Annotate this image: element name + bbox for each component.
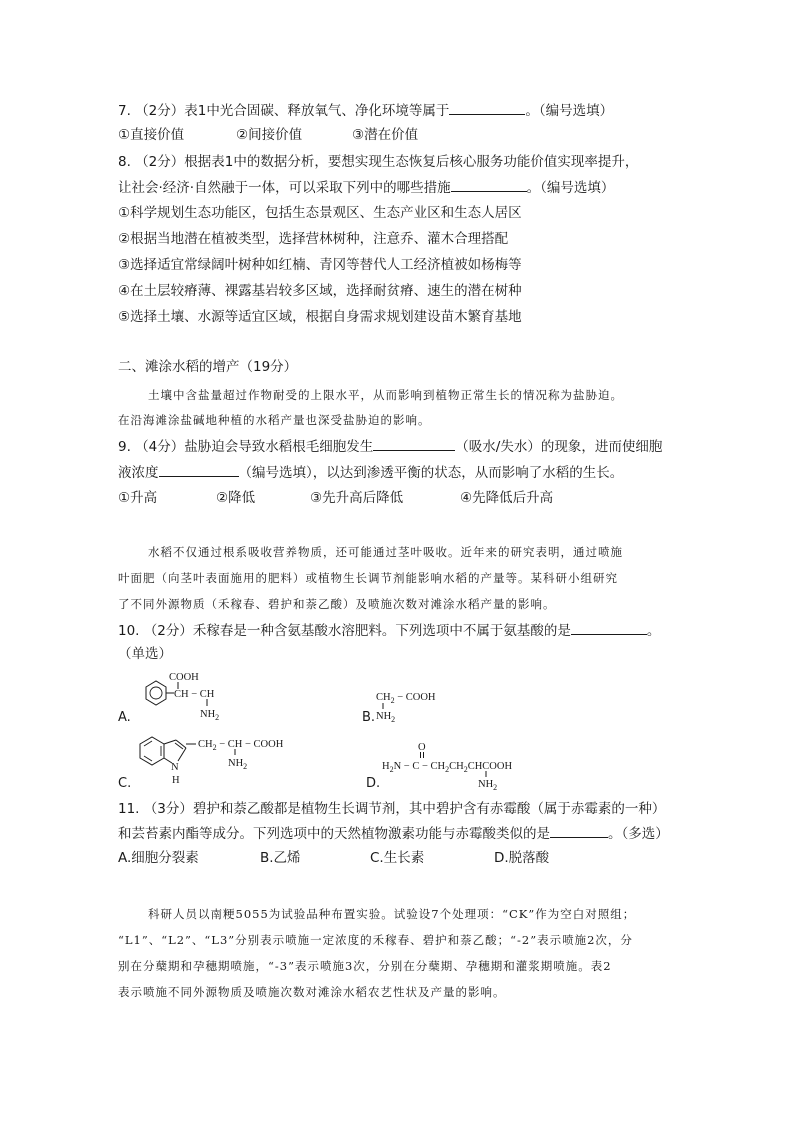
q11-stem-line1: 11. （3分）碧护和萘乙酸都是植物生长调节剂，其中碧护含有赤霉酸（属于赤霉素的一种） xyxy=(118,801,666,817)
q10-structure-c[interactable] xyxy=(134,728,294,794)
para3-line3: 别在分蘖期和孕穗期喷施，“-3”表示喷施3次，分别在分蘖期、孕穗期和灌浆期喷施。表2 xyxy=(118,959,612,973)
d-chain-text: $H_2N - C$ − $CH_2CH_2CHCOOH$ xyxy=(382,761,513,774)
q8-stem-line2: 让社会·经济·自然融于一体，可以采取下列中的哪些措施 。（编号选填） xyxy=(118,177,614,198)
q10-stem: 10. （2分）禾稼春是一种含氨基酸水溶肥料。下列选项中不属于氨基酸的是 。 xyxy=(118,620,660,641)
a-nh2-text: $NH_2$ xyxy=(200,709,220,722)
q11-option-c: C.生长素 xyxy=(370,850,425,866)
q9-option-1: ①升高 xyxy=(118,490,158,506)
benzene-ring xyxy=(146,681,166,705)
c-nh2-text: $NH_2$ xyxy=(228,758,248,771)
para3-line2: “L1”、“L2”、“L3”分别表示喷施一定浓度的禾稼春、碧护和萘乙酸；“-2”表示喷施2次，分 xyxy=(118,933,633,947)
a-ch-ch-text: CH − CH xyxy=(174,689,215,700)
q7-options xyxy=(118,125,418,145)
q8-option-5: ⑤选择土壤、水源等适宜区域，根据自身需求规划建设苗木繁育基地 xyxy=(118,309,522,325)
q9-option-3: ③先升高后降低 xyxy=(310,490,404,506)
q11-options xyxy=(118,848,549,868)
q8-option-3: ③选择适宜常绿阔叶树种如红楠、青冈等替代人工经济植被如杨梅等 xyxy=(118,257,522,273)
q8-answer-blank[interactable] xyxy=(451,177,527,192)
q8-stem-line1: 8. （2分）根据表1中的数据分析，要想实现生态恢复后核心服务功能价值实现率提升， xyxy=(118,154,639,170)
q9-option-2: ②降低 xyxy=(216,490,256,506)
d-nh2-text: $NH_2$ xyxy=(478,779,498,792)
q10-option-b-label: B. xyxy=(362,710,376,725)
b-nh2-text: $NH_2$ xyxy=(376,711,396,724)
q7-option-2: ②间接价值 xyxy=(236,127,303,143)
para2-line3: 了不同外源物质（禾稼春、碧护和萘乙酸）及喷施次数对滩涂水稻产量的影响。 xyxy=(118,597,556,611)
c-h-text: H xyxy=(172,775,180,786)
q10-structure-b[interactable] xyxy=(372,686,462,730)
d-o-text: O xyxy=(418,742,426,753)
section2-title: 二、滩涂水稻的增产（19分） xyxy=(118,359,298,375)
para3-line4: 表示喷施不同外源物质及喷施次数对滩涂水稻农艺性状及产量的影响。 xyxy=(118,985,506,999)
q11-option-a: A.细胞分裂素 xyxy=(118,850,199,866)
c-chain-text: $CH_2$ − CH − COOH xyxy=(198,739,284,752)
indole-ring xyxy=(140,737,186,765)
section2-intro-line2: 在沿海滩涂盐碱地种植的水稻产量也深受盐胁迫的影响。 xyxy=(118,413,431,427)
q8-option-1: ①科学规划生态功能区，包括生态景观区、生态产业区和生态人居区 xyxy=(118,205,522,221)
q9-answer-blank-2[interactable] xyxy=(159,462,239,477)
q11-answer-blank[interactable] xyxy=(550,823,608,838)
q9-stem-line1: 9. （4分）盐胁迫会导致水稻根毛细胞发生 （吸水/失水）的现象，进而使细胞 xyxy=(118,436,662,457)
q8-option-4: ④在土层较瘠薄、裸露基岩较多区域，选择耐贫瘠、速生的潜在树种 xyxy=(118,283,522,299)
c-n-text: N xyxy=(171,762,179,773)
q10-structure-a[interactable] xyxy=(134,668,244,732)
q10-option-a-label: A. xyxy=(118,710,131,725)
para2-line2: 叶面肥（向茎叶表面施用的肥料）或植物生长调节剂能影响水稻的产量等。某科研小组研究 xyxy=(118,571,618,585)
b-ch2-cooh-text: $CH_2$ − COOH xyxy=(376,692,436,705)
a-cooh-text: COOH xyxy=(169,672,199,683)
q9-answer-blank-1[interactable] xyxy=(373,436,455,451)
q11-option-b: B.乙烯 xyxy=(260,850,301,866)
q10-answer-blank[interactable] xyxy=(571,620,647,635)
q7-option-3: ③潜在价值 xyxy=(352,127,419,143)
para3-line1: 科研人员以南粳5055为试验品种布置实验。试验设7个处理项：“CK”作为空白对照组； xyxy=(148,907,636,921)
q8-option-2: ②根据当地潜在植被类型，选择营林树种，注意乔、灌木合理搭配 xyxy=(118,231,509,247)
section2-intro-line1: 土壤中含盐量超过作物耐受的上限水平，从而影响到植物正常生长的情况称为盐胁迫。 xyxy=(148,388,623,402)
q9-stem-line2: 液浓度 （编号选填），以达到渗透平衡的状态，从而影响了水稻的生长。 xyxy=(118,462,623,483)
q9-option-4: ④先降低后升高 xyxy=(460,490,554,506)
q11-option-d: D.脱落酸 xyxy=(494,850,550,866)
q7-option-1: ①直接价值 xyxy=(118,127,185,143)
q7-answer-blank[interactable] xyxy=(449,100,525,115)
q10-option-c-label: C. xyxy=(118,776,132,791)
q10-option-d-label: D. xyxy=(366,776,381,791)
para2-line1: 水稻不仅通过根系吸收营养物质，还可能通过茎叶吸收。近年来的研究表明，通过喷施 xyxy=(148,545,623,559)
q7-stem: 7. （2分）表1中光合固碳、释放氧气、净化环境等属于 。（编号选填） xyxy=(118,100,613,121)
q10-structure-d[interactable] xyxy=(382,738,532,792)
q9-options xyxy=(118,488,553,508)
q11-stem-line2: 和芸苔素内酯等成分。下列选项中的天然植物激素功能与赤霉酸类似的是 。（多选） xyxy=(118,823,669,844)
q10-note: （单选） xyxy=(118,646,172,662)
